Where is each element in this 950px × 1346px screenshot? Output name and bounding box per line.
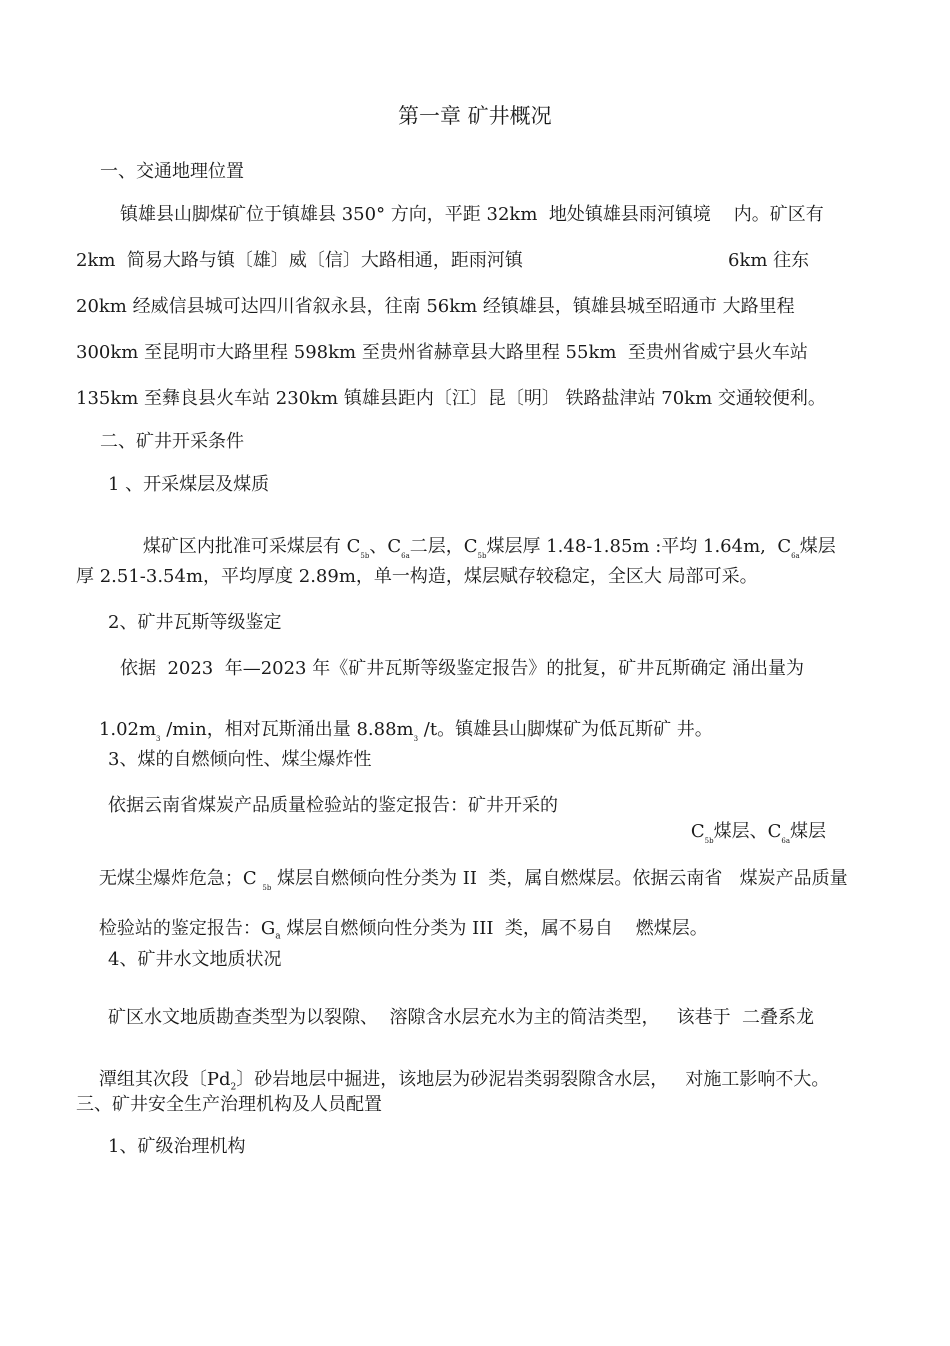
subsection-heading-org: 1、矿级治理机构: [108, 1136, 246, 1157]
paragraph-line: 依据云南省煤炭产品质量检验站的鉴定报告：矿井开采的: [108, 795, 558, 816]
subscript: 5b: [704, 837, 714, 845]
subsection-heading-water: 4、矿井水文地质状况: [108, 949, 282, 970]
subscript: 3: [413, 735, 419, 743]
subscript: 5b: [477, 552, 487, 560]
paragraph-line: 300km 至昆明市大路里程 598km 至贵州省赫章县大路里程 55km 至贵州省威宁县火车站: [76, 342, 808, 363]
subscript: 6a: [791, 552, 800, 560]
text-run: C: [690, 821, 705, 842]
paragraph-line: 135km 至彝良县火车站 230km 镇雄县距内〔江〕昆〔明〕 铁路盐津站 70km 交通较便利。: [76, 388, 826, 409]
subscript: 6a: [781, 837, 791, 845]
paragraph-line: 厚 2.51-3.54m，平均厚度 2.89m，单一构造，煤层赋存较稳定，全区大 局部可采。: [76, 566, 758, 587]
paragraph-line: [76, 852, 848, 906]
text-run: 、C: [369, 536, 402, 557]
subscript: 5b: [262, 884, 272, 892]
text-run: 二层，C: [409, 536, 478, 557]
subsection-heading-gas: 2、矿井瓦斯等级鉴定: [108, 612, 282, 633]
text-run: /min，相对瓦斯涌出量 8.88m: [160, 719, 414, 740]
paragraph-line: [668, 805, 826, 859]
subscript: 2: [230, 1082, 237, 1093]
page-title: 第一章 矿井概况: [398, 104, 552, 128]
paragraph-line: 2km 简易大路与镇〔雄〕威〔信〕大路相通，距雨河镇: [76, 250, 523, 271]
text-run: 煤层: [799, 536, 836, 557]
section-heading-safety: 三、矿井安全生产治理机构及人员配置: [76, 1094, 382, 1115]
text-run: 潭组其次段〔Pd: [98, 1069, 231, 1090]
paragraph-line: 依据 2023 年—2023 年《矿井瓦斯等级鉴定报告》的批复，矿井瓦斯确定 涌出量为: [120, 658, 804, 679]
text-run: 煤层: [790, 821, 827, 842]
paragraph-line: 矿区水文地质勘查类型为以裂隙、 溶隙含水层充水为主的简洁类型， 该巷于 二叠系龙: [108, 1007, 815, 1028]
text-run: 无煤尘爆炸危急；C: [98, 868, 263, 889]
section-heading-mining: 二、矿井开采条件: [100, 431, 244, 452]
paragraph-line: 20km 经威信县城可达四川省叙永县，往南 56km 经镇雄县，镇雄县城至昭通市 大路里程: [76, 296, 795, 317]
subsection-heading-seam: 1 、开采煤层及煤质: [108, 474, 270, 495]
text-run: 检验站的鉴定报告：G: [98, 918, 276, 939]
text-run: 煤层自燃倾向性分类为 III 类，属不易自 燃煤层。: [280, 918, 708, 939]
text-run: /t。镇雄县山脚煤矿为低瓦斯矿 井。: [418, 719, 713, 740]
section-heading-traffic: 一、交通地理位置: [100, 161, 244, 182]
subsection-heading-fire: 3、煤的自燃倾向性、煤尘爆炸性: [108, 749, 372, 770]
subscript: 6a: [401, 552, 410, 560]
text-run: 煤层厚 1.48-1.85m :平均 1.64m, C: [486, 536, 792, 557]
subscript: 3: [156, 735, 161, 743]
text-run: 1.02m: [98, 719, 157, 740]
subscript: a: [275, 931, 281, 942]
paragraph-line: 6km 往东: [728, 250, 810, 271]
paragraph-line: 镇雄县山脚煤矿位于镇雄县 350° 方向，平距 32km 地处镇雄县雨河镇境 内。矿区有: [120, 204, 824, 225]
text-run: 煤层、C: [713, 821, 782, 842]
subscript: 5b: [360, 552, 370, 560]
text-run: 煤矿区内批准可采煤层有 C: [142, 536, 361, 557]
text-run: 煤层自燃倾向性分类为 II 类，属自燃煤层。依据云南省 煤炭产品质量: [271, 868, 848, 889]
text-run: 〕砂岩地层中掘进，该地层为砂泥岩类弱裂隙含水层， 对施工影响不大。: [236, 1069, 830, 1090]
